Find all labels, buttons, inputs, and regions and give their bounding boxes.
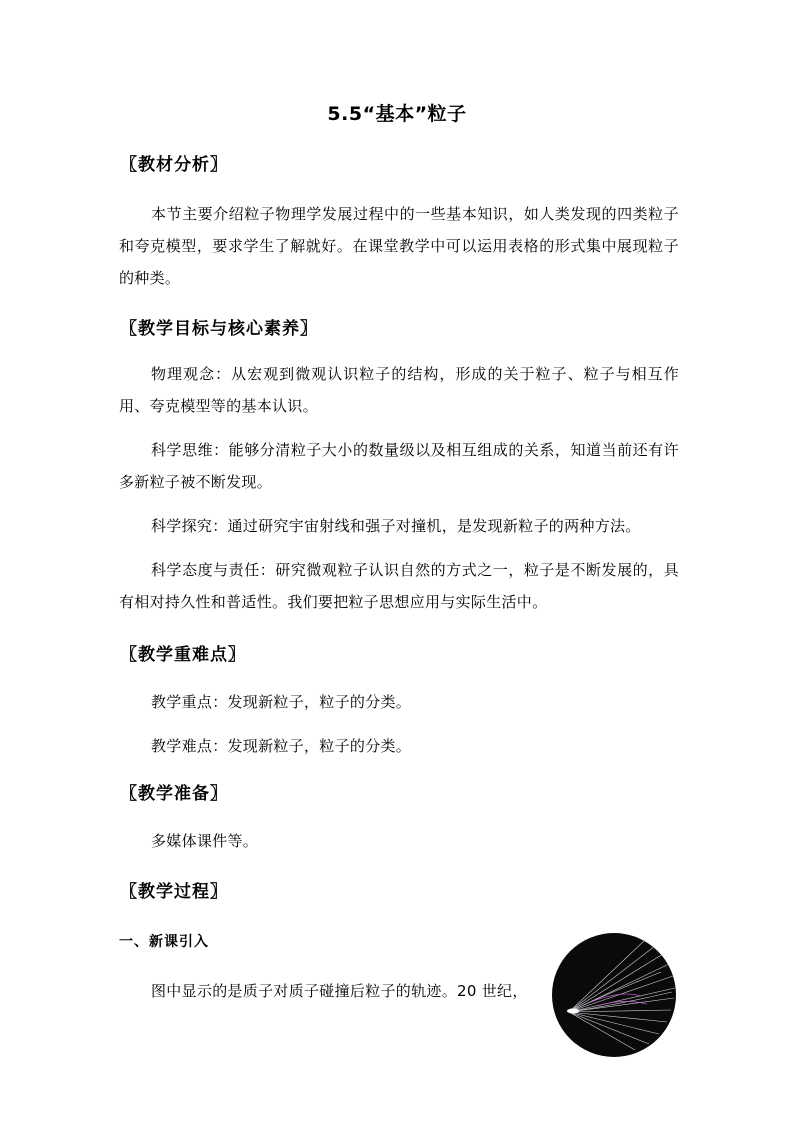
particle-collision-tracks-image — [551, 932, 677, 1058]
teaching-difficulty: 教学难点：发现新粒子，粒子的分类。 — [151, 737, 412, 755]
process-intro-text: 图中显示的是质子对质子碰撞后粒子的轨迹。20 世纪， — [151, 982, 528, 1000]
section-heading-process: 〖教学过程〗 — [120, 882, 228, 902]
objective-physics-concept: 物理观念：从宏观到微观认识粒子的结构，形成的关于粒子、粒子与相互作用、夸克模型等的基本认识。 — [119, 365, 679, 415]
analysis-paragraph: 本节主要介绍粒子物理学发展过程中的一些基本知识，如人类发现的四类粒子和夸克模型，要求学生了解就好。在课堂教学中可以运用表格的形式集中展现粒子的种类。 — [119, 205, 679, 287]
objective-scientific-thinking: 科学思维：能够分清粒子大小的数量级以及相互组成的关系，知道当前还有许多新粒子被不断发现。 — [119, 441, 679, 491]
objective-attitude-responsibility: 科学态度与责任：研究微观粒子认识自然的方式之一，粒子是不断发展的，具有相对持久性和普适性。我们要把粒子思想应用与实际生活中。 — [119, 561, 679, 611]
section-heading-objectives: 〖教学目标与核心素养〗 — [120, 319, 318, 339]
objective-scientific-inquiry: 科学探究：通过研究宇宙射线和强子对撞机，是发现新粒子的两种方法。 — [151, 517, 641, 535]
section-heading-analysis: 〖教材分析〗 — [120, 155, 228, 175]
particle-collision-icon — [551, 932, 677, 1058]
section-heading-keypoints: 〖教学重难点〗 — [120, 645, 246, 665]
process-subheading-intro: 一、新课引入 — [119, 934, 209, 950]
teaching-focus: 教学重点：发现新粒子，粒子的分类。 — [151, 693, 412, 711]
section-heading-preparation: 〖教学准备〗 — [120, 784, 228, 804]
preparation-text: 多媒体课件等。 — [151, 832, 259, 850]
page-title: 5.5“基本”粒子 — [327, 103, 467, 125]
